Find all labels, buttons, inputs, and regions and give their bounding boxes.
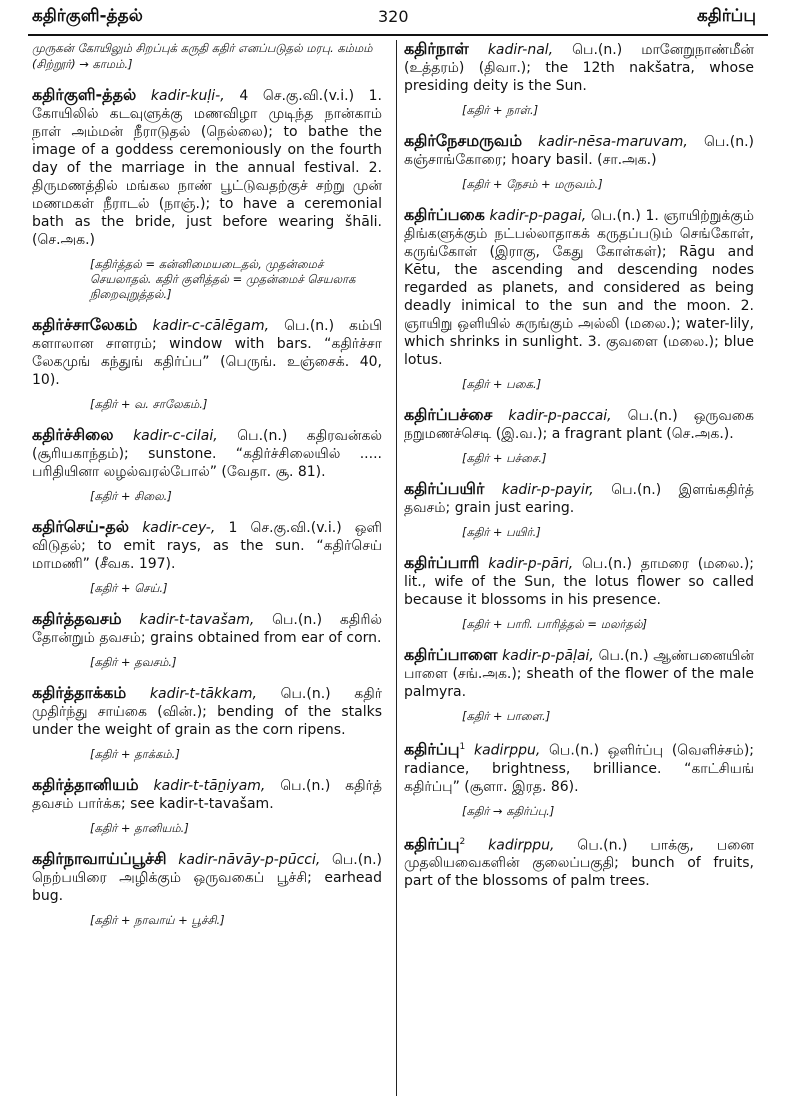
dictionary-entry	[32, 316, 382, 389]
dictionary-entry	[404, 132, 754, 169]
entry-romanization: kadir-p-pāri,	[488, 556, 574, 572]
entry-romanization: kadir-p-pāḷai,	[502, 648, 594, 664]
dictionary-entry	[404, 406, 754, 443]
entry-romanization: kadir-kuḷi-,	[150, 88, 225, 104]
entry-definition: பெ.(n.) 1. ஞாயிற்றுக்கும் திங்களுக்கும் நட்பல்லாதாகக் கருதப்படும் செங்கோள், கருங்கோள் (இராகு, கேது கோள்கள்); Rāgu and Kētu, the ascending and descending nodes regarded as planets, and considered as being deadly inimical to the sun and the moon. 2. ஞாயிறு ஒளியில் சுருங்கும் அல்லி (மலை.); water-lily, which shrinks in sunlight. 3. குவளை (மலை.); blue lotus.	[404, 208, 754, 368]
entry-definition: பெ.(n.) கஞ்சாங்கோரை; hoary basil. (சா.அக.)	[404, 134, 754, 168]
entry-romanization: kadir-nēsa-maruvam,	[538, 134, 688, 150]
right-guide-word: கதிர்ப்பு	[697, 6, 756, 26]
entry-definition: பெ.(n.) கதிரவன்கல் (சூரியகாந்தம்); sunstone. “கதிர்ச்சிலையில் ..... பரிதியினா லழல்வரல்போல்” (வேதா. சூ. 81).	[32, 428, 383, 480]
dictionary-entry	[32, 518, 382, 573]
right-column	[404, 40, 754, 898]
entry-definition: 4 செ.கு.வி.(v.i.) 1. கோயிலில் கடவுளுக்கு மணவிழா முடிந்த நான்காம் நாள் அம்மன் நீராடுதல் (நெல்லை); to bathe the image of a goddess ceremoniously on the fourth day of the marriage in the annual festival. 2. திருமணத்தில் மங்கல நாண் பூட்டுவதற்குச் சற்று முன் மணமகள் நீராடல் (நாஞ்.); to have a ceremonial bath as the bride, just before wearing šhāli. (செ.அக.)	[32, 88, 383, 248]
entry-etymology: [கதிர் + நாவாய் + பூச்சி.]	[90, 913, 225, 927]
entry-romanization: kadir-t-tavašam,	[139, 612, 255, 628]
entry-etymology: [கதிர் + சிலை.]	[90, 489, 172, 503]
dictionary-entry	[404, 833, 754, 891]
entry-etymology: [கதிர் + தவசம்.]	[90, 655, 177, 669]
entry-etymology: [கதிர் + செய்.]	[90, 581, 168, 595]
entry-definition: பெ.(n.) கதிரில் தோன்றும் தவசம்; grains obtained from ear of corn.	[32, 612, 383, 646]
entry-etymology: [கதிர் + பயிர்.]	[462, 525, 541, 539]
dictionary-entry	[404, 738, 754, 796]
entry-etymology: [கதிர் + தாக்கம்.]	[90, 747, 180, 761]
homonym-number: 1	[459, 742, 466, 752]
dictionary-entry	[404, 206, 754, 369]
entry-headword: கதிர்குளி-த்தல்	[32, 85, 137, 104]
entry-etymology: [கதிர் + பச்சை.]	[462, 451, 547, 465]
entry-etymology: [கதிர்த்தல் = கன்னிமையடைதல், முதன்மைச் செயலாதல். கதிர் குளித்தல் = முதன்மைச் செயலாக நிறைவுறுத்தல்.]	[90, 257, 356, 301]
entry-romanization: kadir-t-tāṉiyam,	[153, 778, 266, 794]
entry-romanization: kadir-p-paccai,	[508, 408, 612, 424]
entry-romanization: kadir-p-payir,	[501, 482, 594, 498]
entry-romanization: kadir-nāvāy-p-pūcci,	[178, 852, 321, 868]
entry-definition: பெ.(n.) மானேறுநாண்மீன் (உத்தரம்) (திவா.); the 12th nakšatra, whose presiding deity is the Sun.	[404, 42, 754, 94]
header-rule	[28, 34, 768, 36]
entry-headword: கதிர்ப்பாரி	[404, 553, 480, 572]
entry-romanization: kadir-t-tākkam,	[149, 686, 257, 702]
entry-headword: கதிர்ப்பு	[404, 834, 460, 854]
entry-romanization: kadirppu,	[488, 837, 555, 854]
entry-definition: பெ.(n.) ஒளிர்ப்பு (வெளிச்சம்); radiance, brightness, brilliance. “காட்சியங் கதிர்ப்பு” (சூளா. இரத. 86).	[404, 742, 754, 795]
entry-headword: கதிர்ச்சிலை	[32, 425, 114, 444]
entry-etymology: [கதிர் + பாரி. பாரித்தல் = மலர்தல்]	[462, 617, 648, 631]
continued-etymology: முருகன் கோயிலும் சிறப்புக் கருதி கதிர் எனப்படுதல் மரபு. கம்மம் (சிற்றூர்) → காமம்.]	[32, 41, 373, 71]
entry-definition: பெ.(n.) கதிர்த் தவசம் பார்க்க; see kadir-t-tavašam.	[32, 778, 383, 812]
entry-etymology: [கதிர் + வ. சாலேகம்.]	[90, 397, 208, 411]
entry-headword: கதிர்த்தானியம்	[32, 775, 139, 794]
entry-romanization: kadir-p-pagai,	[489, 208, 587, 224]
dictionary-entry	[32, 610, 382, 647]
entry-definition: பெ.(n.) ஆண்பனையின் பாளை (சங்.அக.); sheath of the flower of the male palmyra.	[404, 648, 754, 700]
page-number: 320	[378, 7, 409, 26]
page-header	[0, 0, 800, 36]
entry-headword: கதிர்செய்-தல்	[32, 517, 130, 536]
entry-headword: கதிர்நாள்	[404, 39, 469, 58]
left-column	[32, 40, 382, 942]
entry-definition: பெ.(n.) நெற்பயிரை அழிக்கும் ஒருவகைப் பூச்சி; earhead bug.	[32, 852, 382, 904]
entry-etymology: [கதிர் + நேசம் + மருவம்.]	[462, 177, 603, 191]
column-divider	[396, 40, 397, 1096]
entry-definition: பெ.(n.) கம்பி களாலான சாளரம்; window with bars. “கதிர்ச்சா லேகமுங் கந்துங் கதிர்ப்ப” (பெருங். உஞ்சைக். 40, 10).	[32, 318, 383, 388]
dictionary-entry	[404, 40, 754, 95]
dictionary-entry	[32, 850, 382, 905]
entry-etymology: [கதிர் + பாளை.]	[462, 709, 551, 723]
entry-etymology: [கதிர் → கதிர்ப்பு.]	[462, 803, 555, 818]
entry-headword: கதிர்ப்பாளை	[404, 645, 498, 664]
left-guide-word: கதிர்குளி-த்தல்	[32, 6, 143, 26]
entry-romanization: kadirppu,	[473, 742, 541, 759]
entry-definition: பெ.(n.) கதிர் முதிர்ந்து சாய்கை (வின்.); bending of the stalks under the weight of grain as the corn ripens.	[32, 686, 383, 738]
entry-romanization: kadir-nal,	[487, 42, 554, 58]
dictionary-entry	[32, 684, 382, 739]
dictionary-entry	[32, 776, 382, 813]
entry-headword: கதிர்த்தவசம்	[32, 609, 122, 628]
dictionary-entry	[404, 646, 754, 701]
entry-headword: கதிர்நேசமருவம்	[404, 131, 523, 150]
entry-romanization: kadir-c-cilai,	[133, 428, 218, 444]
entry-definition: பெ.(n.) இளங்கதிர்த் தவசம்; grain just earing.	[404, 482, 755, 516]
entry-etymology: [கதிர் + நாள்.]	[462, 103, 539, 117]
entry-headword: கதிர்ப்பு	[404, 739, 460, 759]
dictionary-entry	[404, 554, 754, 609]
dictionary-entry	[32, 426, 382, 481]
entry-definition: பெ.(n.) தாமரை (மலை.); lit., wife of the Sun, the lotus flower so called because it blossoms in his presence.	[404, 556, 754, 608]
entry-romanization: kadir-c-cālēgam,	[152, 318, 270, 334]
dictionary-entry	[404, 480, 754, 517]
entry-definition: பெ.(n.) ஒருவகை நறுமணச்செடி (இ.வ.); a fragrant plant (செ.அக.).	[404, 408, 755, 442]
entry-headword: கதிர்ச்சாலேகம்	[32, 315, 138, 334]
entry-romanization: kadir-cey-,	[142, 520, 216, 536]
entry-definition: 1 செ.கு.வி.(v.i.) ஒளி விடுதல்; to emit rays, as the sun. “கதிர்செய் மாமணி” (சீவக. 197).	[32, 520, 382, 572]
entry-headword: கதிர்ப்பச்சை	[404, 405, 493, 424]
homonym-number: 2	[459, 836, 466, 847]
entry-etymology: [கதிர் + தானியம்.]	[90, 821, 189, 835]
entry-headword: கதிர்ப்பயிர்	[404, 479, 485, 498]
entry-etymology: [கதிர் + பகை.]	[462, 377, 542, 391]
dictionary-entry	[32, 86, 382, 249]
entry-headword: கதிர்த்தாக்கம்	[32, 683, 127, 702]
entry-definition: பெ.(n.) பாக்கு, பனை முதலியவைகளின் குலைப்பகுதி; bunch of fruits, part of the blossoms of palm trees.	[404, 837, 755, 890]
entry-headword: கதிர்ப்பகை	[404, 205, 485, 224]
entry-headword: கதிர்நாவாய்ப்பூச்சி	[32, 849, 167, 868]
